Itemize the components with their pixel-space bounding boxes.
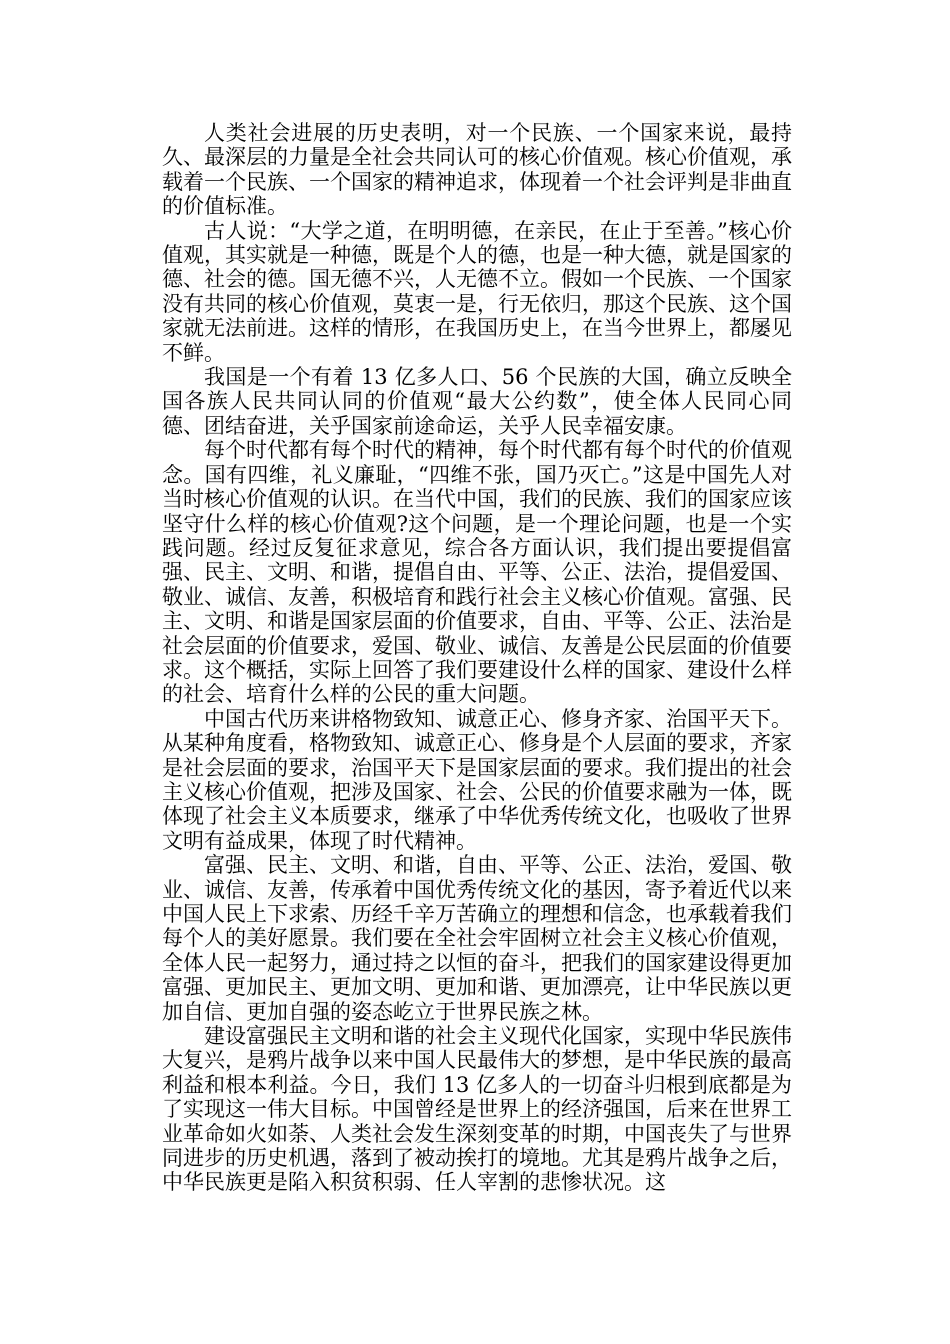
paragraph-5: 中国古代历来讲格物致知、诚意正心、修身齐家、治国平天下。从某种角度看，格物致知、诚意正心、修身是个人层面的要求，齐家是社会层面的要求，治国平天下是国家层面的要求。我们提出的社会主义核心价值观，把涉及国家、社会、公民的价值要求融为一体，既体现了社会主义本质要求，继承了中华优秀传统文化，也吸收了世界文明有益成果，体现了时代精神。: [162, 706, 792, 853]
paragraph-6: 富强、民主、文明、和谐，自由、平等、公正、法治，爱国、敬业、诚信、友善，传承着中国优秀传统文化的基因，寄予着近代以来中国人民上下求索、历经千辛万苦确立的理想和信念，也承载着我们每个人的美好愿景。我们要在全社会牢固树立社会主义核心价值观，全体人民一起努力，通过持之以恒的奋斗，把我们的国家建设得更加富强、更加民主、更加文明、更加和谐、更加漂亮，让中华民族以更加自信、更加自强的姿态屹立于世界民族之林。: [162, 853, 792, 1024]
body-text: [162, 121, 792, 1195]
paragraph-3: 我国是一个有着 13 亿多人口、56 个民族的大国，确立反映全国各族人民共同认同的价值观“最大公约数”，使全体人民同心同德、团结奋进，关乎国家前途命运，关乎人民幸福安康。: [162, 365, 792, 438]
paragraph-1: 人类社会进展的历史表明，对一个民族、一个国家来说，最持久、最深层的力量是全社会共同认可的核心价值观。核心价值观，承载着一个民族、一个国家的精神追求，体现着一个社会评判是非曲直的价值标准。: [162, 121, 792, 219]
paragraph-7: 建设富强民主文明和谐的社会主义现代化国家，实现中华民族伟大复兴，是鸦片战争以来中国人民最伟大的梦想，是中华民族的最高利益和根本利益。今日，我们 13 亿多人的一切奋斗归根到底都是为了实现这一伟大目标。中国曾经是世界上的经济强国，后来在世界工业革命如火如荼、人类社会发生深刻变革的时期，中国丧失了与世界同进步的历史机遇，落到了被动挨打的境地。尤其是鸦片战争之后，中华民族更是陷入积贫积弱、任人宰割的悲惨状况。这: [162, 1024, 792, 1195]
paragraph-2: 古人说：“大学之道，在明明德，在亲民，在止于至善。”核心价值观，其实就是一种德，既是个人的德，也是一种大德，就是国家的德、社会的德。国无德不兴，人无德不立。假如一个民族、一个国家没有共同的核心价值观，莫衷一是，行无依归，那这个民族、这个国家就无法前进。这样的情形，在我国历史上，在当今世界上，都屡见不鲜。: [162, 218, 792, 365]
paragraph-4: 每个时代都有每个时代的精神，每个时代都有每个时代的价值观念。国有四维，礼义廉耻，“四维不张，国乃灭亡。”这是中国先人对当时核心价值观的认识。在当代中国，我们的民族、我们的国家应该坚守什么样的核心价值观?这个问题，是一个理论问题，也是一个实践问题。经过反复征求意见，综合各方面认识，我们提出要提倡富强、民主、文明、和谐，提倡自由、平等、公正、法治，提倡爱国、敬业、诚信、友善，积极培育和践行社会主义核心价值观。富强、民主、文明、和谐是国家层面的价值要求，自由、平等、公正、法治是社会层面的价值要求，爱国、敬业、诚信、友善是公民层面的价值要求。这个概括，实际上回答了我们要建设什么样的国家、建设什么样的社会、培育什么样的公民的重大问题。: [162, 438, 792, 707]
